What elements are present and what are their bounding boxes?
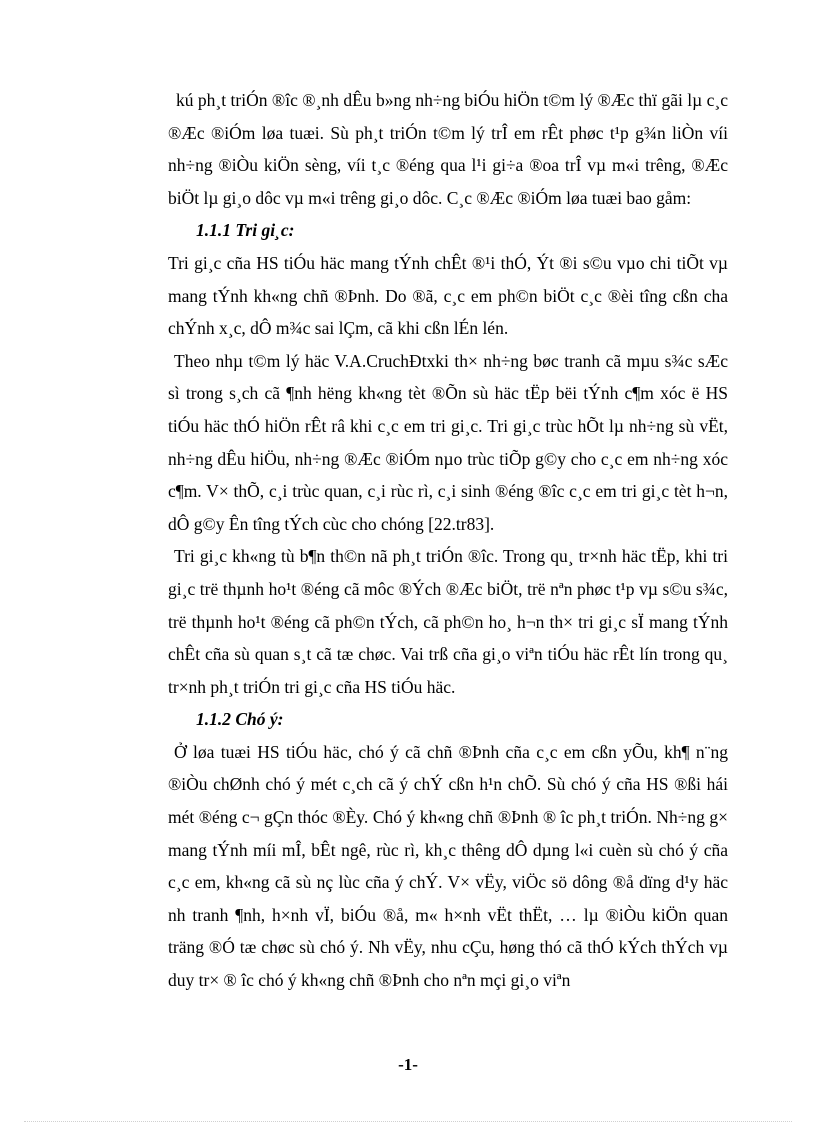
paragraph: Ở løa tuæi HS tiÓu häc, chó ý cã chñ ®Þnh cña c¸c em cßn yÕu, kh¶ n¨ng ®iÒu chØnh chó ý mét c¸ch cã ý chÝ cßn h¹n chÕ. Sù chó ý cña HS ®ßi hái mét ®éng c¬ gÇn thóc ®Èy. Chó ý kh«ng chñ ®Þnh ® îc ph¸t triÓn. Nh÷ng g× mang tÝnh míi mÎ, bÊt ngê, rùc rì, kh¸c thêng dÔ dµng l«i cuèn sù chó ý cña c¸c em, kh«ng cã sù nç lùc cña ý chÝ. V× vËy, viÖc sö dông ®å dïng d¹y häc nh tranh ¶nh, h×nh vÏ, biÓu ®å, m« h×nh vËt thËt, … lµ ®iÒu kiÖn quan träng ®Ó tæ chøc sù chó ý. Nh vËy, nhu cÇu, høng thó cã thÓ kÝch thÝch vµ duy tr× ® îc chó ý kh«ng chñ ®Þnh cho nªn mçi gi¸o viªn bbox=[168, 741, 728, 991]
page-bottom-divider bbox=[24, 1121, 792, 1122]
body-text bbox=[168, 84, 728, 997]
paragraph: Tri gi¸c cña HS tiÓu häc mang tÝnh chÊt ®¹i thÓ, Ýt ®i s©u vµo chi tiÕt vµ mang tÝnh kh«ng chñ ®Þnh. Do ®ã, c¸c em ph©n biÖt c¸c ®èi tîng cßn cha chÝnh x¸c, dÔ m¾c sai lÇm, cã khi cßn lÉn lén. bbox=[168, 252, 728, 339]
paragraph: kú ph¸t triÓn ®îc ®¸nh dÊu b»ng nh÷ng biÓu hiÖn t©m lý ®Æc thï gãi lµ c¸c ®Æc ®iÓm løa tuæi. Sù ph¸t triÓn t©m lý trÎ em rÊt phøc t¹p g¾n liÒn víi nh÷ng ®iÒu kiÖn sèng, víi t¸c ®éng qua l¹i gi÷a ®oa trÎ vµ m«i trêng, ®Æc biÖt lµ gi¸o dôc vµ m«i trêng gi¸o dôc. C¸c ®Æc ®iÓm løa tuæi bao gåm: bbox=[168, 90, 728, 208]
section-heading: 1.1.2 Chó ý: bbox=[196, 709, 284, 730]
paragraph: Theo nhµ t©m lý häc V.A.CruchÐtxki th× nh÷ng bøc tranh cã mµu s¾c sÆc sì trong s¸ch cã ¶nh hëng kh«ng tèt ®Õn sù häc tËp bëi tÝnh c¶m xóc ë HS tiÓu häc thÓ hiÖn rÊt râ khi c¸c em tri gi¸c. Tri gi¸c trùc hÕt lµ nh÷ng sù vËt, nh÷ng dÊu hiÖu, nh÷ng ®Æc ®iÓm nµo trùc tiÕp g©y cho c¸c em nh÷ng xóc c¶m. V× thÕ, c¸i trùc quan, c¸i rùc rì, c¸i sinh ®éng ®îc c¸c em tri gi¸c tèt h¬n, dÔ g©y Ên tîng tÝch cùc cho chóng [22.tr83]. bbox=[168, 350, 728, 534]
section-heading: 1.1.1 Tri gi¸c: bbox=[196, 220, 295, 241]
page-number: -1- bbox=[398, 1055, 418, 1074]
paragraph: Tri gi¸c kh«ng tù b¶n th©n nã ph¸t triÓn ®îc. Trong qu¸ tr×nh häc tËp, khi tri gi¸c trë thµnh ho¹t ®éng cã môc ®Ých ®Æc biÖt, trë nªn phøc t¹p vµ s©u s¾c, trë thµnh ho¹t ®éng cã ph©n tÝch, cã ph©n ho¸ h¬n th× tri gi¸c sÏ mang tÝnh chÊt cña sù quan s¸t cã tæ chøc. Vai trß cña gi¸o viªn tiÓu häc rÊt lín trong qu¸ tr×nh ph¸t triÓn tri gi¸c cña HS tiÓu häc. bbox=[168, 546, 728, 697]
